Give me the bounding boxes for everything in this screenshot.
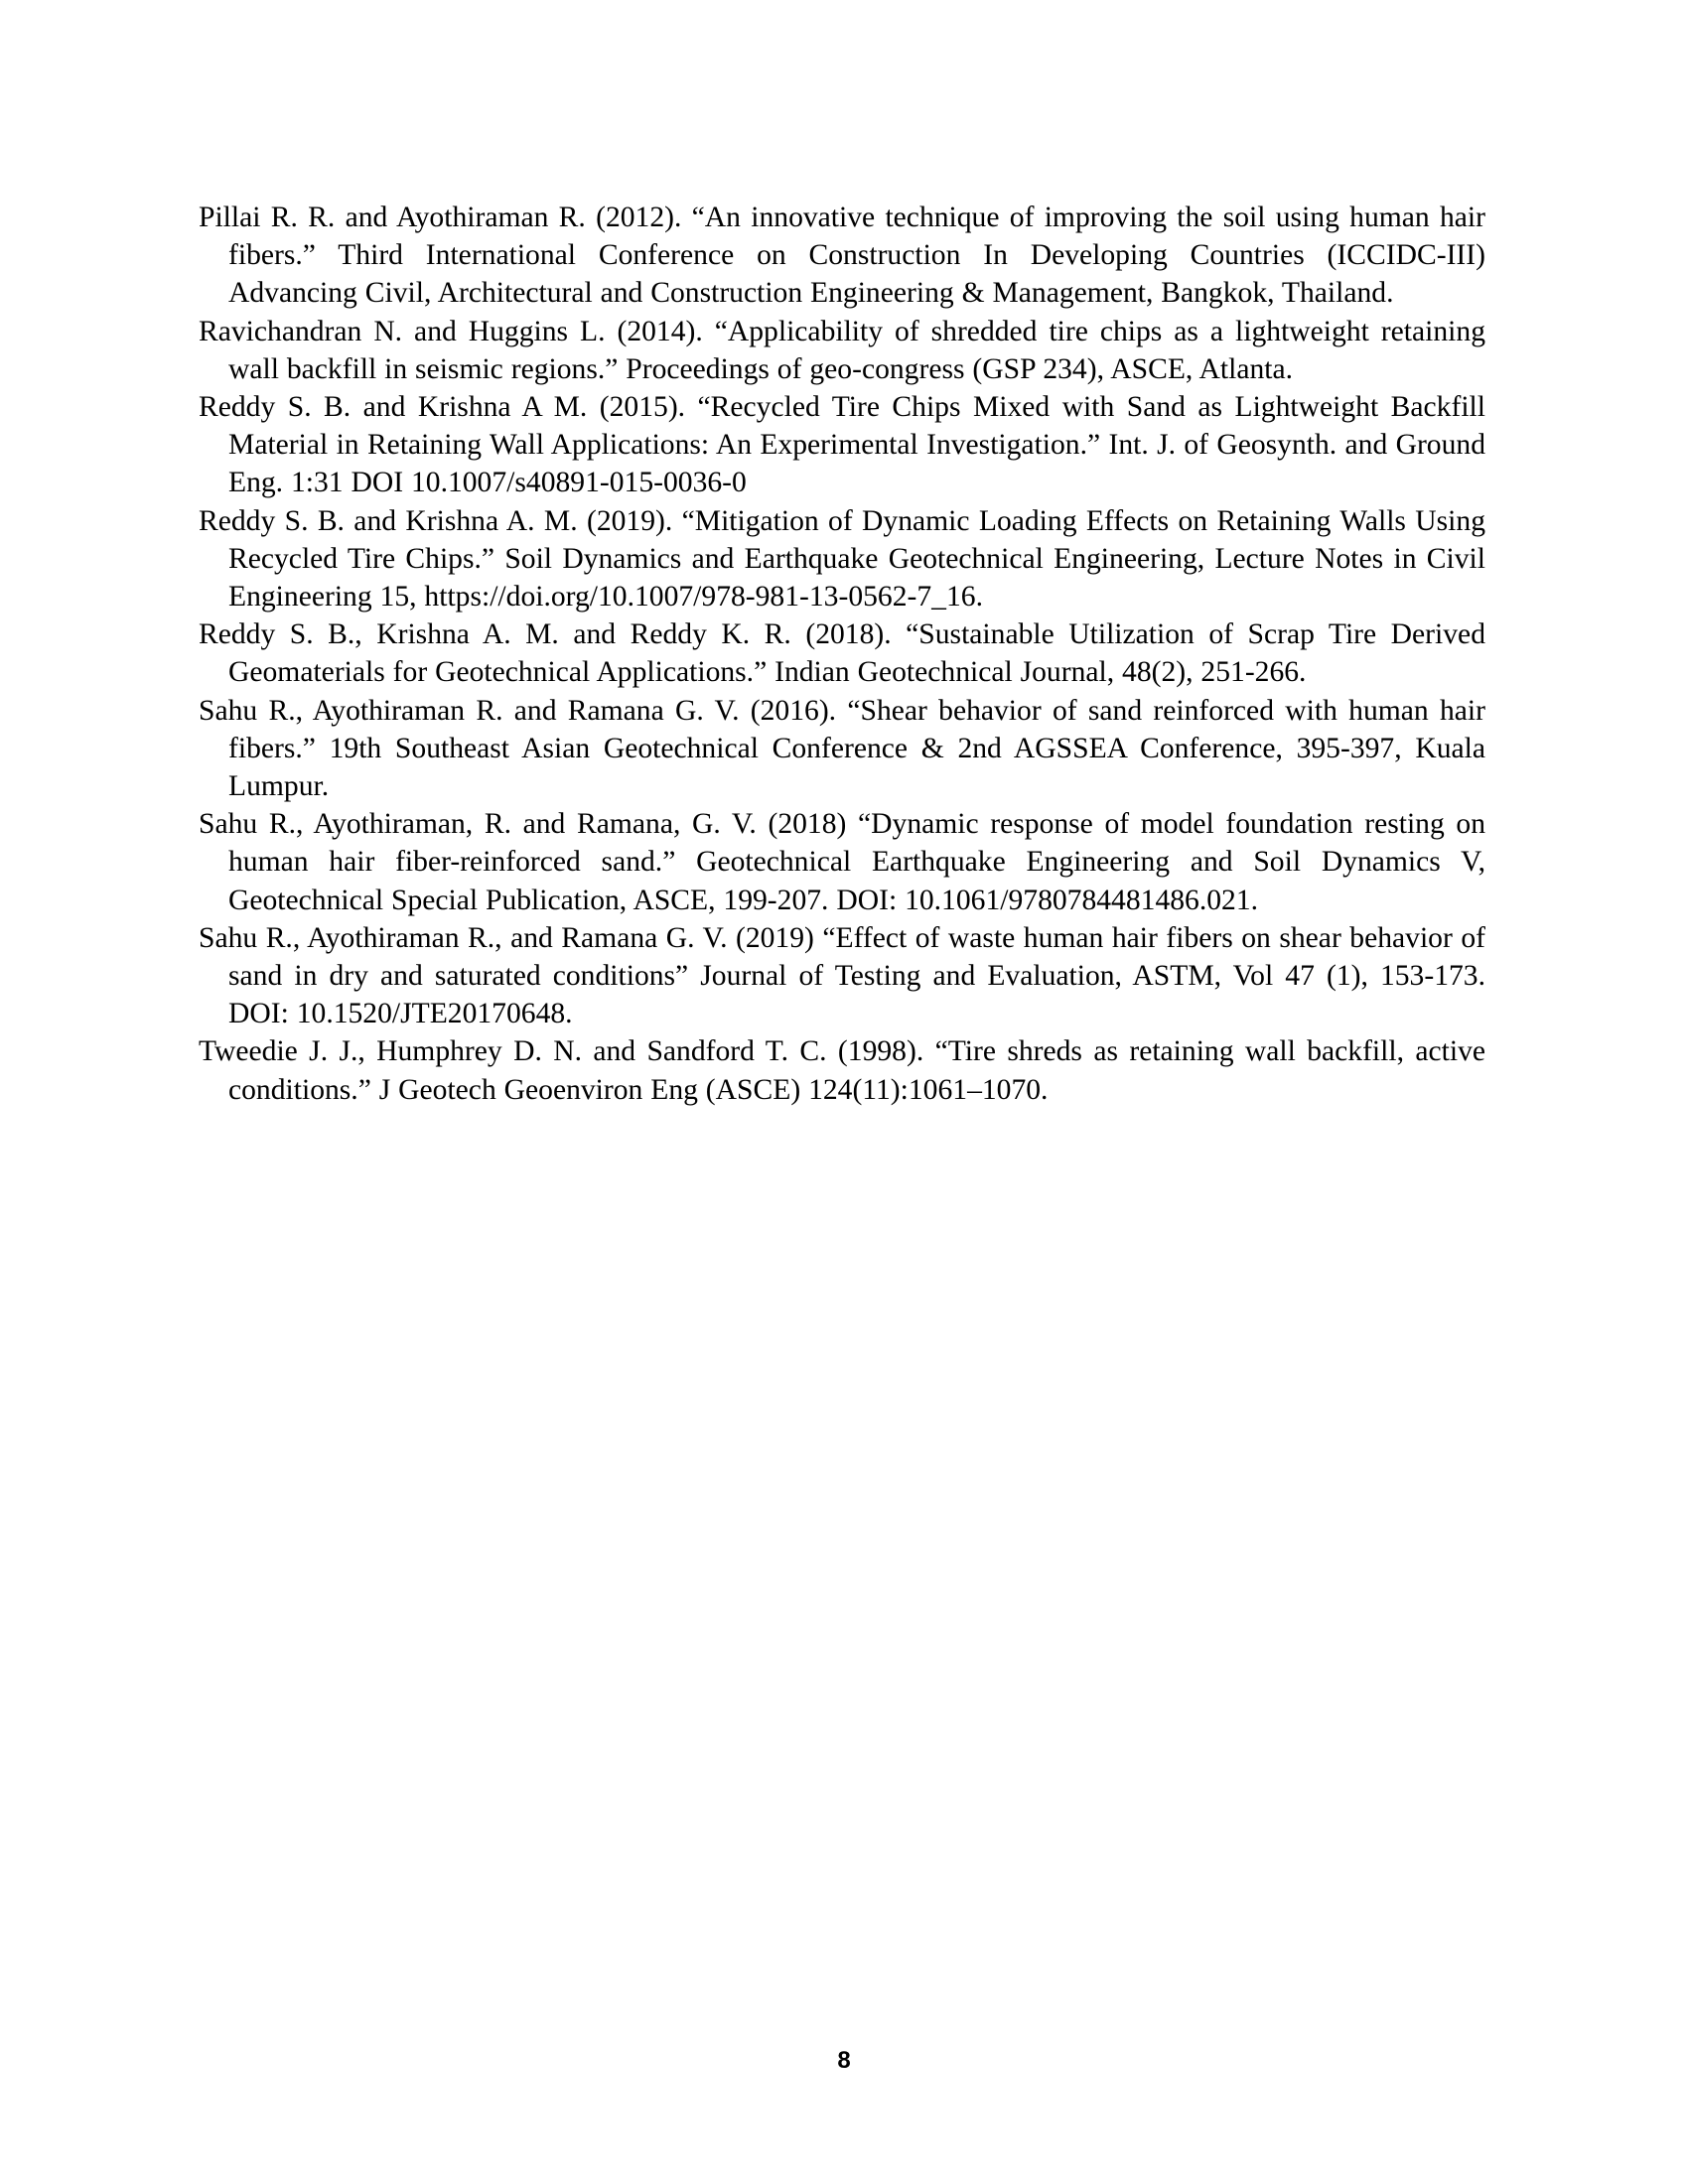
reference-entry: Tweedie J. J., Humphrey D. N. and Sandford T. C. (1998). “Tire shreds as retaining wall backfill, active conditions.” J Geotech Geoenviron Eng (ASCE) 124(11):1061–1070.: [199, 1035, 1485, 1106]
reference-entry: Reddy S. B., Krishna A. M. and Reddy K. R. (2018). “Sustainable Utilization of Scrap Tire Derived Geomaterials for Geotechnical Applications.” Indian Geotechnical Journal, 48(2), 251-266.: [199, 618, 1485, 689]
page-number: 8: [837, 2047, 851, 2074]
reference-entry: Sahu R., Ayothiraman R., and Ramana G. V. (2019) “Effect of waste human hair fibers on shear behavior of sand in dry and saturated conditions” Journal of Testing and Evaluation, ASTM, Vol 47 (1), 153-173. DOI: 10.1520/JTE20170648.: [199, 921, 1485, 1030]
reference-list: [199, 199, 1485, 1109]
reference-entry: Reddy S. B. and Krishna A. M. (2019). “Mitigation of Dynamic Loading Effects on Retaining Walls Using Recycled Tire Chips.” Soil Dynamics and Earthquake Geotechnical Engineering, Lecture Notes in Civil Engineering 15, https://doi.org/10.1007/978-981-13-0562-7_16.: [199, 504, 1485, 614]
reference-entry: Sahu R., Ayothiraman R. and Ramana G. V. (2016). “Shear behavior of sand reinforced with human hair fibers.” 19th Southeast Asian Geotechnical Conference & 2nd AGSSEA Conference, 395-397, Kuala Lumpur.: [199, 694, 1485, 803]
reference-entry: Pillai R. R. and Ayothiraman R. (2012). “An innovative technique of improving the soil using human hair fibers.” Third International Conference on Construction In Developing Countries (ICCIDC-III) Advancing Civil, Architectural and Construction Engineering & Management, Bangkok, Thailand.: [199, 202, 1485, 310]
reference-entry: Sahu R., Ayothiraman, R. and Ramana, G. V. (2018) “Dynamic response of model foundation resting on human hair fiber-reinforced sand.” Geotechnical Earthquake Engineering and Soil Dynamics V, Geotechnical Special Publication, ASCE, 199-207. DOI: 10.1061/9780784481486.021.: [199, 808, 1485, 916]
reference-entry: Reddy S. B. and Krishna A M. (2015). “Recycled Tire Chips Mixed with Sand as Lightweight Backfill Material in Retaining Wall Applications: An Experimental Investigation.” Int. J. of Geosynth. and Ground Eng. 1:31 DOI 10.1007/s40891-015-0036-0: [199, 391, 1485, 499]
reference-entry: Ravichandran N. and Huggins L. (2014). “Applicability of shredded tire chips as a lightweight retaining wall backfill in seismic regions.” Proceedings of geo-congress (GSP 234), ASCE, Atlanta.: [199, 315, 1485, 385]
